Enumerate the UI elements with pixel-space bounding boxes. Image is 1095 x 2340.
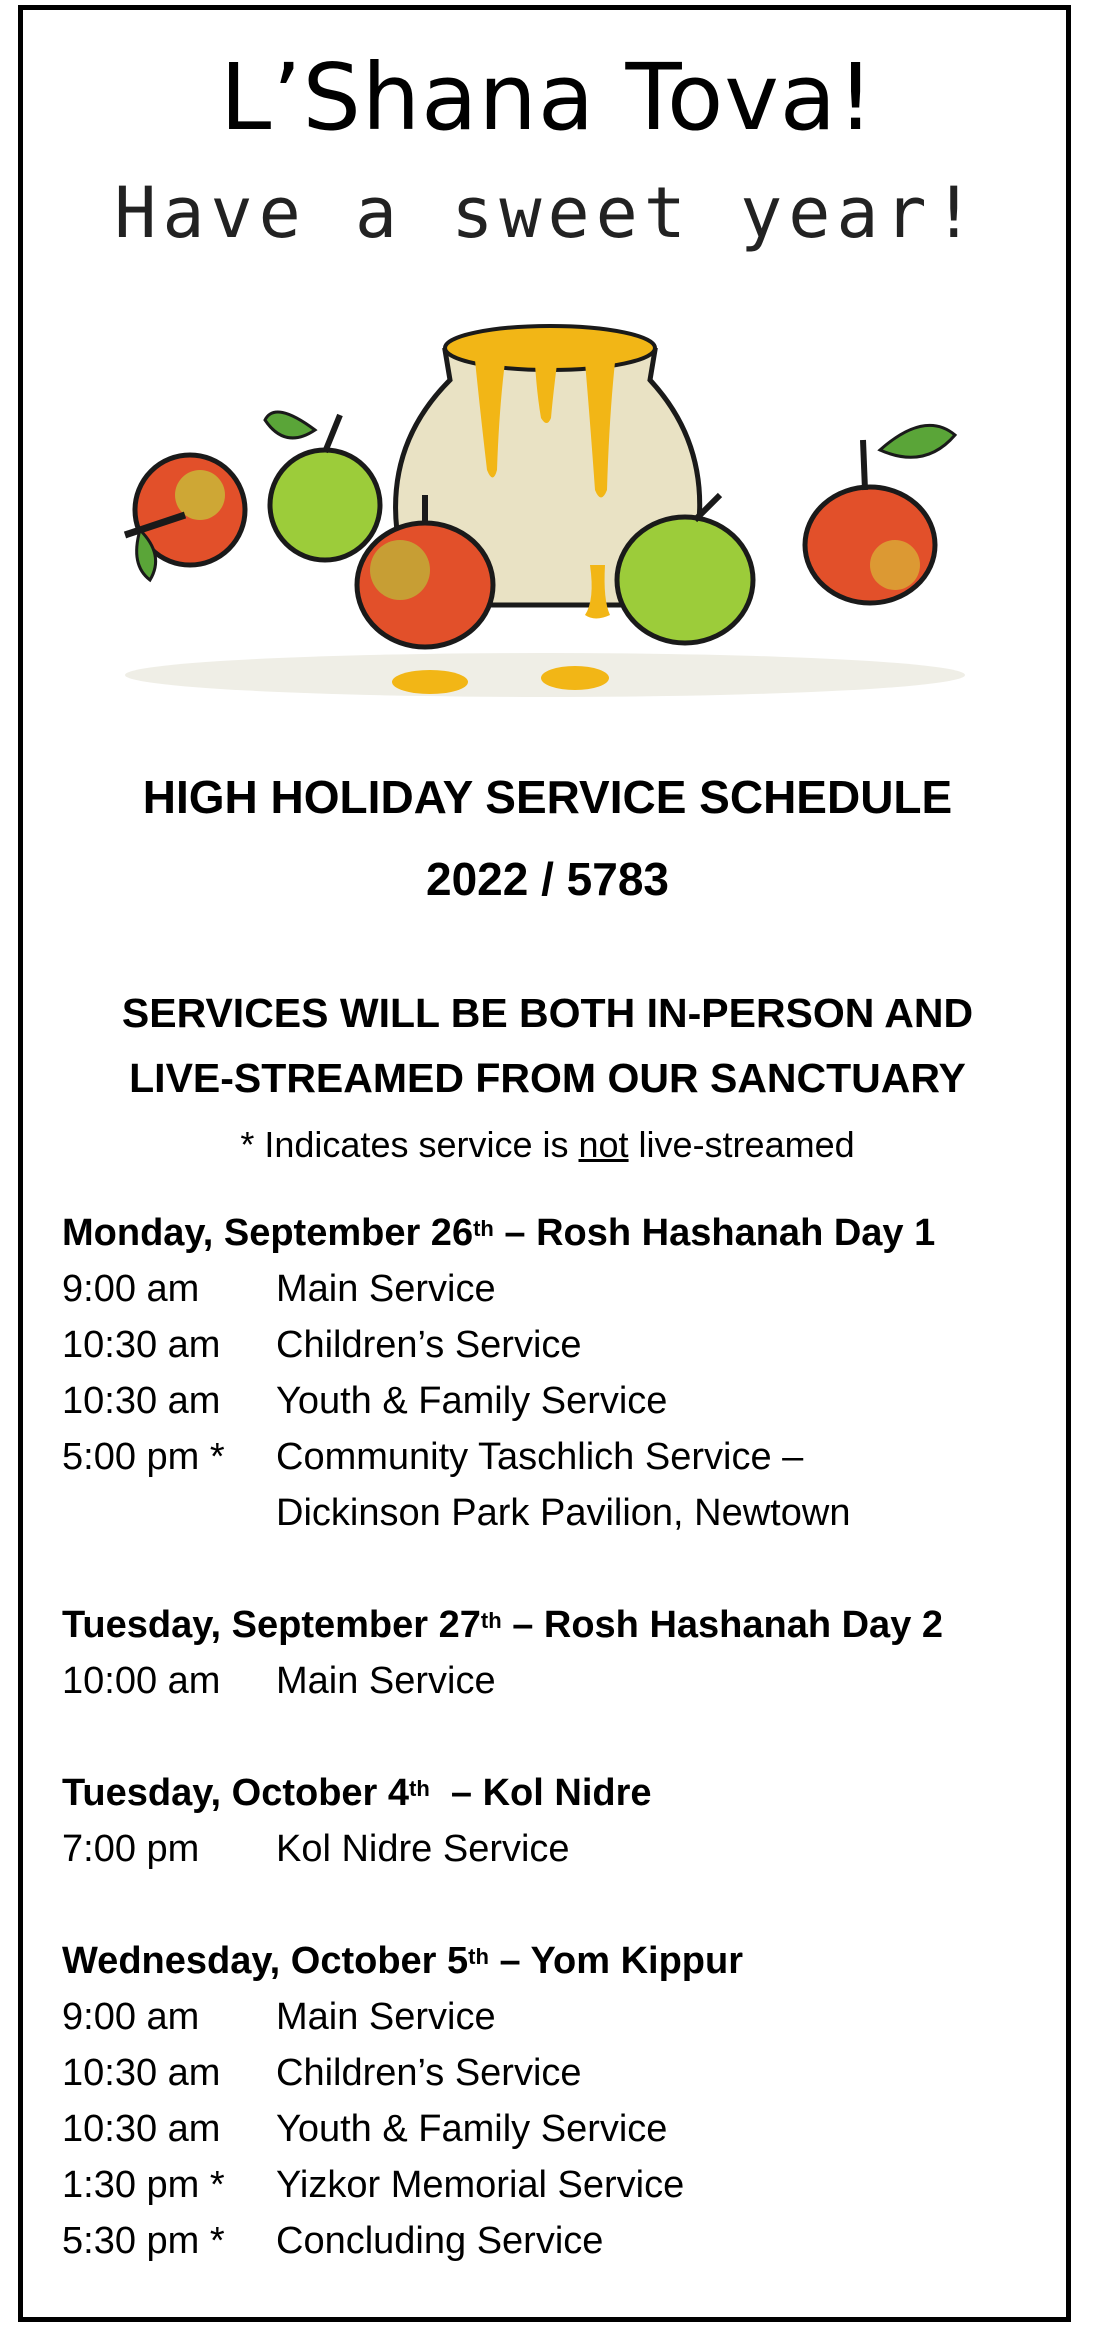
green-apple-icon xyxy=(265,412,380,560)
red-apple-icon xyxy=(125,455,245,580)
service-name: Children’s Service xyxy=(276,2052,582,2094)
service-time: 9:00 am xyxy=(62,1996,200,2038)
schedule-heading: HIGH HOLIDAY SERVICE SCHEDULE xyxy=(142,771,953,823)
service-name: Youth & Family Service xyxy=(276,2108,668,2150)
service-time: 10:30 am xyxy=(62,2052,221,2094)
services-notice-line-2: LIVE-STREAMED FROM OUR SANCTUARY xyxy=(129,1055,966,1101)
day-heading xyxy=(62,1933,1042,1989)
service-time: 10:30 am xyxy=(62,1380,221,1422)
service-row xyxy=(62,1317,1042,1373)
service-time: 1:30 pm * xyxy=(62,2164,225,2206)
service-location: Dickinson Park Pavilion, Newtown xyxy=(276,1492,851,1534)
service-row xyxy=(62,1261,1042,1317)
honey-pot-apples-illustration xyxy=(95,300,995,720)
service-name: Youth & Family Service xyxy=(276,1380,668,1422)
schedule-year: 2022 / 5783 xyxy=(425,853,669,905)
service-row xyxy=(62,1989,1042,2045)
service-row xyxy=(62,1821,1042,1877)
day-occasion: – Yom Kippur xyxy=(488,1940,744,1982)
service-name: Concluding Service xyxy=(276,2220,604,2262)
services-notice-line-1: SERVICES WILL BE BOTH IN-PERSON AND xyxy=(121,990,974,1036)
service-row xyxy=(62,2101,1042,2157)
day-date: Wednesday, October 5 xyxy=(62,1940,469,1982)
service-name: Community Taschlich Service – xyxy=(276,1436,804,1478)
day-heading xyxy=(62,1205,1042,1261)
legend-suffix: live-streamed xyxy=(628,1124,855,1165)
greeting-subtitle: Have a sweet year! xyxy=(114,172,981,254)
service-time: 10:30 am xyxy=(62,1324,221,1366)
service-row xyxy=(62,1429,1042,1485)
day-ordinal: th xyxy=(473,1216,494,1241)
day-date: Tuesday, September 27 xyxy=(62,1604,481,1646)
service-row xyxy=(62,2045,1042,2101)
day-date: Tuesday, October 4 xyxy=(62,1772,410,1814)
service-time: 5:30 pm * xyxy=(62,2220,225,2262)
service-schedule xyxy=(62,1205,1042,2269)
red-apple-icon xyxy=(805,425,955,603)
service-row xyxy=(62,1653,1042,1709)
greeting-title: L’Shana Tova! xyxy=(219,44,876,151)
service-name: Yizkor Memorial Service xyxy=(276,2164,685,2206)
day-occasion: – Kol Nidre xyxy=(429,1772,652,1814)
service-time: 9:00 am xyxy=(62,1268,200,1310)
service-time: 5:00 pm * xyxy=(62,1436,225,1478)
service-row xyxy=(62,2213,1042,2269)
day-occasion: – Rosh Hashanah Day 2 xyxy=(501,1604,944,1646)
day-date: Monday, September 26 xyxy=(62,1212,474,1254)
service-name: Main Service xyxy=(276,1996,496,2038)
service-name: Main Service xyxy=(276,1660,496,1702)
day-heading xyxy=(62,1765,1042,1821)
day-occasion: – Rosh Hashanah Day 1 xyxy=(493,1212,936,1254)
day-ordinal: th xyxy=(468,1944,489,1969)
service-name: Main Service xyxy=(276,1268,496,1310)
day-ordinal: th xyxy=(409,1776,430,1801)
service-row xyxy=(62,1485,1042,1541)
service-time: 10:30 am xyxy=(62,2108,221,2150)
service-time: 7:00 pm xyxy=(62,1828,200,1870)
service-time: 10:00 am xyxy=(62,1660,221,1702)
day-ordinal: th xyxy=(480,1608,502,1633)
service-row xyxy=(62,1373,1042,1429)
service-name: Kol Nidre Service xyxy=(276,1828,570,1870)
day-heading xyxy=(62,1597,1042,1653)
service-time xyxy=(62,1485,276,1541)
livestream-legend xyxy=(0,1124,1095,1166)
service-row xyxy=(62,2157,1042,2213)
legend-emphasis: not xyxy=(578,1124,629,1165)
service-name: Children’s Service xyxy=(276,1324,582,1366)
legend-prefix: * Indicates service is xyxy=(240,1124,579,1165)
